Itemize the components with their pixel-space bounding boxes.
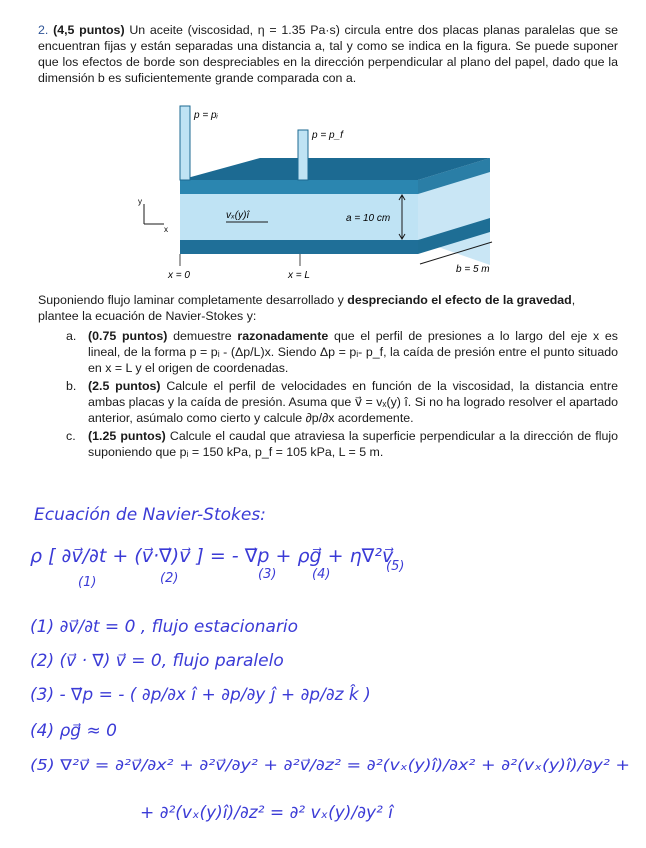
label-x0: x = 0 xyxy=(168,270,190,281)
hw-term-1: (1) xyxy=(78,575,97,590)
assumption-text: Suponiendo flujo laminar completamente desarrollado y despreciando el efecto de la gravedad, plantee la ecuación de Navier-Stokes y: xyxy=(38,293,576,323)
flow-figure xyxy=(138,100,510,290)
outlet-tube xyxy=(298,130,308,180)
label-p-outlet: p = p_f xyxy=(312,130,343,141)
hw-term-3: (3) xyxy=(258,567,277,582)
item-c: c. (1.25 puntos) Calcule el caudal que atraviesa la superficie perpendicular a la dirección de flujo suponiendo que pᵢ = 150 kPa, p_f = 105 kPa, L = 5 m. xyxy=(66,429,618,459)
hw-navier-stokes: ρ [ ∂v⃗/∂t + (v⃗·∇⃗)v⃗ ] = - ∇⃗p + ρg⃗ + η∇²v⃗ xyxy=(30,545,394,567)
hw-line-6: + ∂²(vₓ(y)î)/∂z² = ∂² vₓ(y)/∂y² î xyxy=(140,803,393,823)
hw-term-4: (4) xyxy=(312,567,331,582)
assumption-bold: despreciando el efecto de la gravedad xyxy=(347,293,572,307)
handwritten-solution xyxy=(0,498,646,848)
item-b: b. (2.5 puntos) Calcule el perfil de velocidades en función de la viscosidad, la distancia entre ambas placas y la caída de presión. Asuma que v⃗ = vₓ(y) î. Si no ha logrado resolver el apartado anterior, asúmalo como cierto y calcule ∂p/∂x acordemente. xyxy=(66,379,619,425)
label-width: b = 5 m xyxy=(456,264,490,275)
bottom-plate-front xyxy=(180,240,418,254)
label-p-inlet: p = pᵢ xyxy=(194,110,218,121)
problem-text: Un aceite (viscosidad, η = 1.35 Pa·s) circula entre dos placas planas paralelas que se encuentran fijas y están separadas una distancia a, tal y como se indica en la figura. Se puede suponer que los efectos de borde son despreciables en la dirección perpendicular al plano del papel, dado que la dimensión b es suficientemente grande comparada con a. xyxy=(38,23,618,85)
label-velocity: vₓ(y)î xyxy=(226,210,250,221)
hw-line-2: (2) (v⃗ · ∇⃗) v⃗ = 0, flujo paralelo xyxy=(30,651,284,671)
label-xL: x = L xyxy=(288,270,310,281)
hw-line-4: (4) ρg⃗ ≈ 0 xyxy=(30,721,117,741)
top-plate-front xyxy=(180,180,418,194)
item-list xyxy=(38,328,618,462)
problem-number: 2. xyxy=(38,23,49,37)
problem-points: (4,5 puntos) xyxy=(53,23,125,37)
hw-line-1: (1) ∂v⃗/∂t = 0 , flujo estacionario xyxy=(30,617,299,637)
hw-term-5: (5) xyxy=(386,559,405,574)
problem-statement xyxy=(38,22,618,86)
hw-term-2: (2) xyxy=(160,571,179,586)
hw-line-3: (3) - ∇⃗p = - ( ∂p/∂x î + ∂p/∂y ĵ + ∂p/∂z k̂ ) xyxy=(30,685,371,705)
hw-line-5: (5) ∇²v⃗ = ∂²v⃗/∂x² + ∂²v⃗/∂y² + ∂²v⃗/∂z² = ∂²(vₓ(y)î)/∂x² + ∂²(vₓ(y)î)/∂y² + xyxy=(30,756,630,774)
label-gap: a = 10 cm xyxy=(346,213,391,224)
item-a: a. (0.75 puntos) demuestre razonadamente que el perfil de presiones a lo largo del eje x es lineal, de la forma p = pᵢ - (Δp/L)x. Siendo Δp = pᵢ- p_f, la caída de presión entre el punto situado en x = L y el origen de coordenadas. xyxy=(66,329,618,375)
axis-x-label: x xyxy=(164,225,168,234)
axis-y-label: y xyxy=(138,197,142,206)
hw-title: Ecuación de Navier-Stokes: xyxy=(34,505,266,525)
inlet-tube xyxy=(180,106,190,180)
